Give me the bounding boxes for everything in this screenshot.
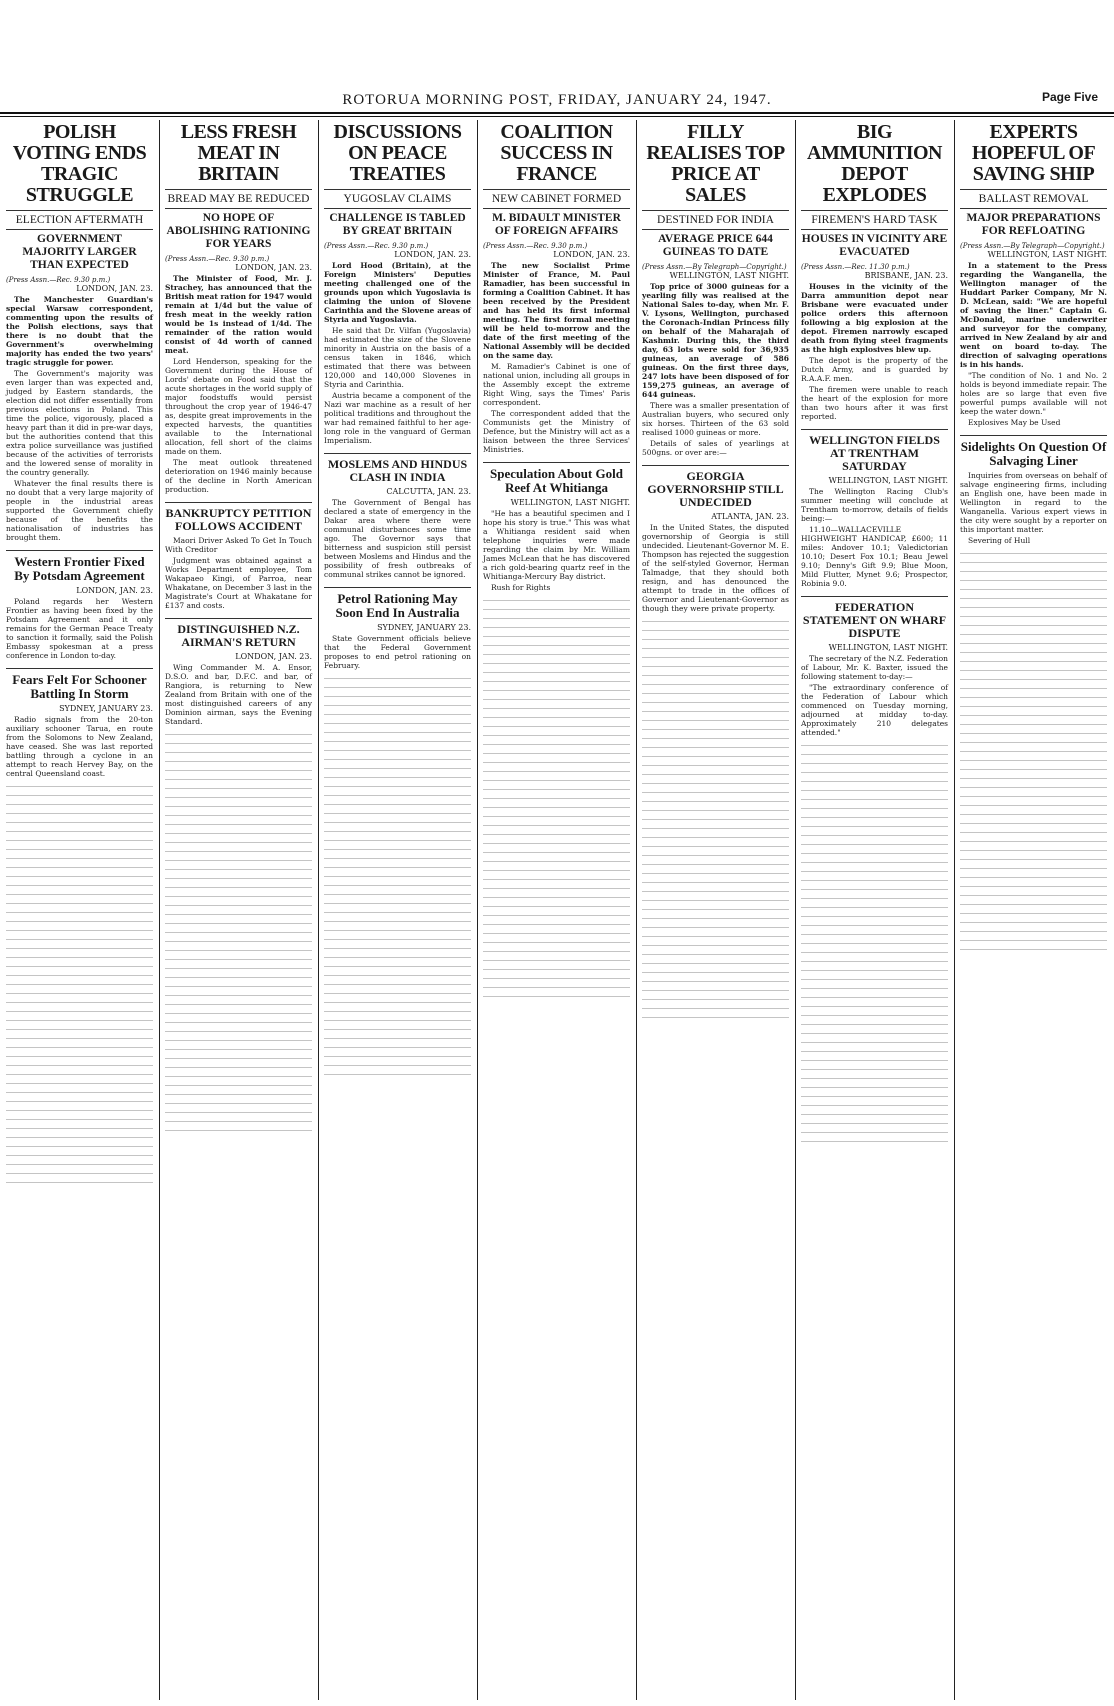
article-dateline: LONDON, JAN. 23. (553, 250, 630, 259)
column-divider (477, 120, 478, 1700)
body-text-texture (324, 678, 471, 1078)
article-deck: DESTINED FOR INDIA (642, 210, 789, 226)
secondary-dateline: LONDON, JAN. 23. (235, 652, 312, 661)
secondary-paragraph: Wing Commander M. A. Ensor, D.S.O. and bar, D.F.C. and bar, of Rangiora, is returning to New Zealand from Britain with one of the most distinguished careers of any Dominion airman, says the Evening Standard. (165, 663, 312, 726)
column-4 (479, 120, 634, 1700)
article-paragraph: The depot is the property of the Dutch Army, and is guarded by R.A.A.F. men. (801, 356, 948, 383)
secondary-dateline: WELLINGTON, LAST NIGHT. (510, 498, 630, 507)
secondary-paragraph: State Government officials believe that the Federal Government proposes to end petrol rationing on February. (324, 634, 471, 670)
article-paragraph: The meat outlook threatened deterioration on 1946 mainly because of the decline in North American production. (165, 458, 312, 494)
article-paragraph: The firemen were unable to reach the heart of the explosion for more than two hours after it was first reported. (801, 385, 948, 421)
secondary-article (6, 668, 153, 778)
lead-article (801, 122, 948, 421)
secondary-paragraph: "He has a beautiful specimen and I hope his story is true." This was what a Whitianga resident said when telephone inquiries were made regarding the claim by Mr. William James McLean that he has discovered a rich gold-bearing quartz reef in the Whitianga-Mercury Bay district. (483, 509, 630, 581)
body-text-texture (960, 553, 1107, 953)
press-credit: (Press Assn.—Rec. 9.30 p.m.) (324, 242, 429, 250)
article-paragraph: Lord Henderson, speaking for the Government during the House of Lords' debate on Food said that the acute shortages in the world supply of major foodstuffs would persist throughout the crop year of 1946-47 as, despite great improvements in the expected harvests, the quantities available to the International allocation, fell short of the claims made on them. (165, 357, 312, 456)
article-deck: BALLAST REMOVAL (960, 189, 1107, 205)
secondary-headline: DISTINGUISHED N.Z. AIRMAN'S RETURN (165, 618, 312, 649)
secondary-article (324, 453, 471, 579)
masthead-rule (0, 112, 1114, 114)
secondary-headline: Petrol Rationing May Soon End In Australia (324, 587, 471, 620)
secondary-article (324, 587, 471, 670)
article-headline: POLISH VOTING ENDS TRAGIC STRUGGLE (12, 121, 147, 206)
secondary-article (960, 435, 1107, 545)
column-divider (636, 120, 637, 1700)
secondary-paragraph: Radio signals from the 20-ton auxiliary schooner Tarua, en route from the Solomons to New Zealand, have ceased. She was last reported battling through a cyclone in an attempt to reach Hervey Bay, on the central Queensland coast. (6, 715, 153, 778)
article-deck: NEW CABINET FORMED (483, 189, 630, 205)
article-headline: FILLY REALISES TOP PRICE AT SALES (646, 121, 785, 206)
body-text-texture (801, 745, 948, 1145)
secondary-dateline: SYDNEY, JANUARY 23. (59, 704, 153, 713)
article-deck: ELECTION AFTERMATH (6, 210, 153, 226)
article-paragraph: Explosives May be Used (968, 418, 1061, 427)
secondary-headline: WELLINGTON FIELDS AT TRENTHAM SATURDAY (801, 429, 948, 473)
secondary-paragraph: Severing of Hull (968, 536, 1031, 545)
article-paragraph: There was a smaller presentation of Australian buyers, who secured only six horses. Thirteen of the 63 sold realised 1000 guineas or more. (642, 401, 789, 437)
article-dateline: LONDON, JAN. 23. (235, 263, 312, 272)
body-text-texture (483, 600, 630, 1000)
column-2 (161, 120, 316, 1700)
press-credit: (Press Assn.—By Telegraph—Copyright.) (960, 242, 1105, 250)
press-credit: (Press Assn.—Rec. 9.30 p.m.) (165, 255, 270, 263)
column-7 (956, 120, 1111, 1700)
column-1 (2, 120, 157, 1700)
secondary-dateline: WELLINGTON, LAST NIGHT. (828, 643, 948, 652)
body-text-texture (642, 621, 789, 1021)
article-paragraph: M. Ramadier's Cabinet is one of national union, including all groups in the Assembly except the extreme Right Wing, says the Times' Paris correspondent. (483, 362, 630, 407)
secondary-headline: Speculation About Gold Reef At Whitianga (483, 462, 630, 495)
lead-article (483, 122, 630, 454)
article-paragraph: Austria became a component of the Nazi war machine as a result of her political traditions and throughout the war had remained faithful to her age-long role in the vanguard of German Imperialism. (324, 391, 471, 445)
lead-article (642, 122, 789, 457)
secondary-paragraph: The secretary of the N.Z. Federation of Labour, Mr. K. Baxter, issued the following statement to-day:— (801, 654, 948, 681)
article-deck: YUGOSLAV CLAIMS (324, 189, 471, 205)
lead-article (6, 122, 153, 542)
secondary-headline: MOSLEMS AND HINDUS CLASH IN INDIA (324, 453, 471, 484)
column-6 (797, 120, 952, 1700)
secondary-dateline: SYDNEY, JANUARY 23. (377, 623, 471, 632)
body-text-texture (165, 734, 312, 1134)
secondary-paragraph: Inquiries from overseas on behalf of salvage engineering firms, including an English one, have been made in Wellington in regard to the Wanganella. Various expert views in the city were sought by a reporter on this important matter. (960, 471, 1107, 534)
article-deck: FIREMEN'S HARD TASK (801, 210, 948, 226)
article-paragraph: He said that Dr. Vilfan (Yugoslavia) had estimated the size of the Slovene minority in Austria on the basis of a census taken in 1846, which estimated that there was between 120,000 and 140,000 Slovenes in Styria and Carinthia. (324, 326, 471, 389)
article-paragraph: Whatever the final results there is no doubt that a very large majority of people in the industrial areas supported the Government chiefly because of the benefits the nationalisation of industries has brought them. (6, 479, 153, 542)
press-credit: (Press Assn.—Rec. 9.30 p.m.) (6, 276, 111, 284)
secondary-paragraph: In the United States, the disputed governorship of Georgia is still undecided. Lieutenant-Governor M. E. Thompson has rejected the suggestion of the self-styled Governor, Herman Talmadge, that they should both resign, and has denounced the attempt to trade in the offices of Governor and Lieutenant-Governor as though they were private property. (642, 523, 789, 613)
masthead-rule-thin (0, 116, 1114, 117)
article-paragraph: The Manchester Guardian's special Warsaw correspondent, commenting upon the results of the Polish elections, says that there is no doubt that the Government's overwhelming majority has ended the two years' tragic struggle for power. (6, 295, 153, 367)
article-paragraph: "The condition of No. 1 and No. 2 holds is beyond immediate repair. The holes are so large that even five powerful pumps available will not keep the water down." (960, 371, 1107, 416)
article-subhead: GOVERNMENT MAJORITY LARGER THAN EXPECTED (6, 229, 153, 272)
secondary-dateline: ATLANTA, JAN. 23. (711, 512, 789, 521)
article-dateline: LONDON, JAN. 23. (76, 284, 153, 293)
secondary-paragraph: Judgment was obtained against a Works Department employee, Tom Wakapaeo Kingi, of Parroa, near Whakatane, on December 3 last in the Magistrate's Court at Whakatane for £137 and costs. (165, 556, 312, 610)
column-divider (795, 120, 796, 1700)
secondary-article (801, 429, 948, 588)
column-5 (638, 120, 793, 1700)
press-credit: (Press Assn.—Rec. 11.30 p.m.) (801, 263, 910, 271)
secondary-article (483, 462, 630, 592)
article-paragraph: The Minister of Food, Mr. J. Strachey, has announced that the British meat ration for 1947 would remain at 1/4d but the value of fresh meat in the weekly ration would be 1s instead of 1/4d. The remainder of the ration would consist of 4d worth of canned meat. (165, 274, 312, 355)
column-divider (159, 120, 160, 1700)
secondary-headline: Fears Felt For Schooner Battling In Storm (6, 668, 153, 701)
article-headline: DISCUSSIONS ON PEACE TREATIES (333, 121, 462, 185)
secondary-article (165, 618, 312, 726)
lead-article (324, 122, 471, 445)
article-paragraph: In a statement to the Press regarding the Wanganella, the Wellington manager of the Huddart Parker Company, Mr N. D. McLean, said: "We are hopeful of saving the liner." Captain G. McDonald, marine underwriter and surveyor for the company, arrived in New Zealand by air and went on board to-day. The direction of salvaging operations is in his hands. (960, 261, 1107, 369)
article-headline: BIG AMMUNITION DEPOT EXPLODES (807, 121, 942, 206)
masthead: ROTORUA MORNING POST, FRIDAY, JANUARY 24, 1947. (342, 92, 772, 108)
article-paragraph: Top price of 3000 guineas for a yearling filly was realised at the National Sales to-day, when Mr. F. V. Lysons, Wellington, purchased the Coronach-Indian Princess filly on behalf of the Maharajah of Kashmir. During this, the third day, 63 lots were sold for 36,935 guineas, an average of 586 guineas. On the first three days, 247 lots have been disposed of for 159,275 guineas, an average of 644 guineas. (642, 282, 789, 399)
body-text-texture (6, 786, 153, 1186)
secondary-article (6, 550, 153, 660)
lead-article (165, 122, 312, 494)
article-paragraph: Houses in the vicinity of the Darra ammunition depot near Brisbane were evacuated under police orders this afternoon following a big explosion at the depot. Firemen narrowly escaped death from flying steel fragments as the high explosives blew up. (801, 282, 948, 354)
article-paragraph: Lord Hood (Britain), at the Foreign Ministers' Deputies meeting challenged one of the grounds upon which Yugoslavia is claiming the union of Slovene Carinthia and the Slovene areas of Styria and Yugoslavia. (324, 261, 471, 324)
article-deck: BREAD MAY BE REDUCED (165, 189, 312, 205)
lead-article (960, 122, 1107, 427)
article-subhead: MAJOR PREPARATIONS FOR REFLOATING (960, 208, 1107, 238)
secondary-paragraph: Poland regards her Western Frontier as having been fixed by the Potsdam Agreement and it only remains for the German Peace Treaty to sanction it formally, said the Polish Embassy spokesman at a press conference in London to-day. (6, 597, 153, 660)
article-subhead: AVERAGE PRICE 644 GUINEAS TO DATE (642, 229, 789, 259)
article-paragraph: The Government's majority was even larger than was expected and, judged by Eastern standards, the election did not differ essentially from previous elections in Poland. This time the police, vigorously, placed a heavy part than it did in pre-war days, but the authorities contend that this extra police surveillance was justified because of the activities of terrorists and the lowered sense of morality in the country generally. (6, 369, 153, 477)
article-subhead: M. BIDAULT MINISTER OF FOREIGN AFFAIRS (483, 208, 630, 238)
press-credit: (Press Assn.—Rec. 9.30 p.m.) (483, 242, 588, 250)
secondary-article (165, 502, 312, 610)
article-subhead: HOUSES IN VICINITY ARE EVACUATED (801, 229, 948, 259)
article-paragraph: Details of sales of yearlings at 500gns. or over are:— (642, 439, 789, 457)
article-dateline: WELLINGTON, LAST NIGHT. (987, 250, 1107, 259)
secondary-headline: BANKRUPTCY PETITION FOLLOWS ACCIDENT (165, 502, 312, 533)
article-dateline: WELLINGTON, LAST NIGHT. (669, 271, 789, 280)
secondary-paragraph: The Wellington Racing Club's summer meeting will conclude at Trentham to-morrow, details of fields being:— (801, 487, 948, 523)
secondary-paragraph: 11.10—WALLACEVILLE HIGHWEIGHT HANDICAP, £600; 11 miles: Andover 10.1; Valedictorian 10.10; Desert Fox 10.1; Beau Jewel 9.10; Denny's Gift 9.9; Blue Moon, Mild Flutter, Mynet 9.6; Prospector, Robinia 9.0. (801, 525, 948, 588)
article-headline: COALITION SUCCESS IN FRANCE (500, 121, 613, 185)
article-paragraph: The correspondent added that the Communists get the Ministry of Defence, but the Ministry will act as a liaison between the three Services' Ministries. (483, 409, 630, 454)
article-subhead: CHALLENGE IS TABLED BY GREAT BRITAIN (324, 208, 471, 238)
secondary-headline: FEDERATION STATEMENT ON WHARF DISPUTE (801, 596, 948, 640)
secondary-dateline: WELLINGTON, LAST NIGHT. (828, 476, 948, 485)
article-dateline: LONDON, JAN. 23. (394, 250, 471, 259)
column-3 (320, 120, 475, 1700)
article-headline: LESS FRESH MEAT IN BRITAIN (180, 121, 297, 185)
secondary-article (801, 596, 948, 737)
secondary-headline: GEORGIA GOVERNORSHIP STILL UNDECIDED (642, 465, 789, 509)
secondary-paragraph: The Government of Bengal has declared a state of emergency in the Dakar area where there were communal disturbances some time ago. The Governor says that bitterness and suspicion still persist between Moslems and Hindus and the possibility of fresh outbreaks of communal strikes cannot be ignored. (324, 498, 471, 579)
article-headline: EXPERTS HOPEFUL OF SAVING SHIP (971, 121, 1096, 185)
secondary-dateline: LONDON, JAN. 23. (76, 586, 153, 595)
article-paragraph: The new Socialist Prime Minister of France, M. Paul Ramadier, has been successful in forming a Coalition Cabinet. It has been received by the President and has held its first informal meeting. The first formal meeting will be held to-morrow and the date of the first meeting of the National Assembly will be decided on the same day. (483, 261, 630, 360)
secondary-paragraph: "The extraordinary conference of the Federation of Labour which commenced on Tuesday morning, adjourned at midday to-day. Approximately 210 delegates attended." (801, 683, 948, 737)
secondary-article (642, 465, 789, 613)
article-subhead: NO HOPE OF ABOLISHING RATIONING FOR YEARS (165, 208, 312, 251)
column-divider (954, 120, 955, 1700)
secondary-dateline: CALCUTTA, JAN. 23. (386, 487, 471, 496)
column-divider (318, 120, 319, 1700)
secondary-paragraph: Rush for Rights (491, 583, 551, 592)
secondary-paragraph: Maori Driver Asked To Get In Touch With Creditor (165, 536, 312, 554)
secondary-headline: Sidelights On Question Of Salvaging Liner (960, 435, 1107, 468)
press-credit: (Press Assn.—By Telegraph—Copyright.) (642, 263, 787, 271)
page-number: Page Five (1041, 90, 1098, 104)
secondary-headline: Western Frontier Fixed By Potsdam Agreement (6, 550, 153, 583)
article-dateline: BRISBANE, JAN. 23. (864, 271, 948, 280)
